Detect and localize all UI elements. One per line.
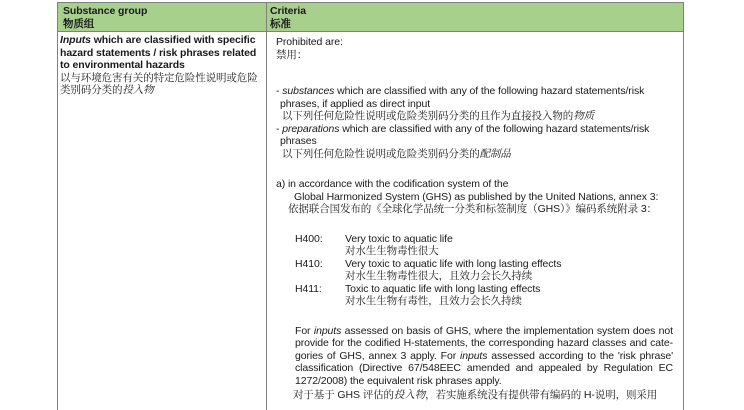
- hazard-text: [345, 283, 675, 308]
- substances-line-en: phrases, if applied as direct input: [280, 97, 431, 110]
- hazard-text-en: Toxic to aquatic life with long lasting effects: [345, 282, 541, 295]
- hazard-text-en: Very toxic to aquatic life: [345, 232, 453, 245]
- header-cell-criteria: [267, 3, 683, 31]
- hazard-statement-row: [275, 233, 675, 258]
- hazard-text: [345, 258, 675, 283]
- ghs-codification-line-en: a) in accordance with the codification system of the: [276, 178, 509, 190]
- preparations-line-en: phrases: [280, 135, 317, 147]
- substance-criteria-table: [57, 2, 684, 410]
- hazard-text-zh: 对水生生物有毒性，且效力会长久持续: [345, 295, 522, 307]
- prohibited-label-zh: 禁用：: [276, 48, 308, 61]
- hazard-text: [345, 233, 675, 258]
- substance-group-text-en: Inputs which are classified with specific: [60, 34, 256, 46]
- ghs-note-line-en: provide for the codified H-statements, the corresponding hazard classes and cate-: [295, 337, 673, 349]
- ghs-note-line-en: For inputs assessed on basis of GHS, where the implementation system does not: [295, 324, 673, 337]
- substance-group-text-en: hazard statements / risk phrases related: [60, 46, 257, 59]
- substance-group-text-zh: 以与环境危害有关的特定危险性说明或危险: [60, 71, 258, 84]
- header-substance-group-zh: 物质组: [63, 17, 95, 30]
- substance-group-text-zh: 类别码分类的投入物: [60, 84, 154, 96]
- ghs-note-line-en: 1272/2008) the equivalent risk phrases apply.: [295, 374, 502, 387]
- header-criteria-en: Criteria: [270, 5, 306, 17]
- ghs-note-line-zh: 对于基于 GHS 评估的投入物，若实施系统没有提供带有编码的 H-说明，则采用: [293, 389, 658, 401]
- substances-line-en: - substances which are classified with any of the following hazard statements/risk: [276, 85, 645, 97]
- hazard-text-zh: 对水生生物毒性很大，且效力会长久持续: [345, 270, 533, 282]
- ghs-note-line-en: classification (Directive 67/548EEC amended and appealed by Regulation EC: [295, 362, 673, 374]
- preparations-line-zh: 以下列任何危险性说明或危险类别码分类的配制品: [282, 147, 511, 160]
- ghs-codification-item: [275, 178, 675, 216]
- hazard-statement-row: [275, 283, 675, 308]
- table-body-row: [58, 32, 683, 410]
- ghs-codification-line-en: Global Harmonized System (GHS) as published by the United Nations, annex 3:: [294, 190, 659, 203]
- hazard-text-en: Very toxic to aquatic life with long lasting effects: [345, 257, 562, 270]
- table-header-row: [58, 3, 683, 32]
- substances-line-zh: 以下列任何危险性说明或危险类别码分类的且作为直接投入物的物质: [282, 110, 595, 122]
- preparations-line-en: - preparations which are classified with any of the following hazard statements/risk: [276, 122, 650, 135]
- header-substance-group-en: Substance group: [63, 5, 148, 17]
- hazard-text-zh: 对水生生物毒性很大: [345, 245, 439, 257]
- ghs-note-paragraph: [275, 325, 675, 402]
- hazard-code: H411:: [295, 282, 322, 295]
- hazard-code: H410:: [295, 257, 323, 270]
- ghs-note-line-en: gories of GHS, annex 3 apply. For inputs assessed according to the 'risk phrase': [295, 349, 674, 362]
- substances-item: [275, 85, 675, 123]
- substance-group-cell: [58, 32, 267, 410]
- ghs-codification-line-zh: 依据联合国发布的《全球化学品统一分类和标签制度（GHS）》编码系统附录 3：: [288, 203, 657, 215]
- header-cell-substance-group: [58, 3, 267, 31]
- hazard-code: H400:: [295, 232, 323, 245]
- header-criteria-zh: 标准: [270, 17, 291, 30]
- preparations-item: [275, 123, 675, 161]
- hazard-statement-list: [275, 233, 675, 308]
- prohibited-label-en: Prohibited are:: [276, 36, 343, 48]
- hazard-statement-row: [275, 258, 675, 283]
- substance-group-text-en: to environmental hazards: [60, 59, 185, 71]
- criteria-cell: [267, 32, 683, 410]
